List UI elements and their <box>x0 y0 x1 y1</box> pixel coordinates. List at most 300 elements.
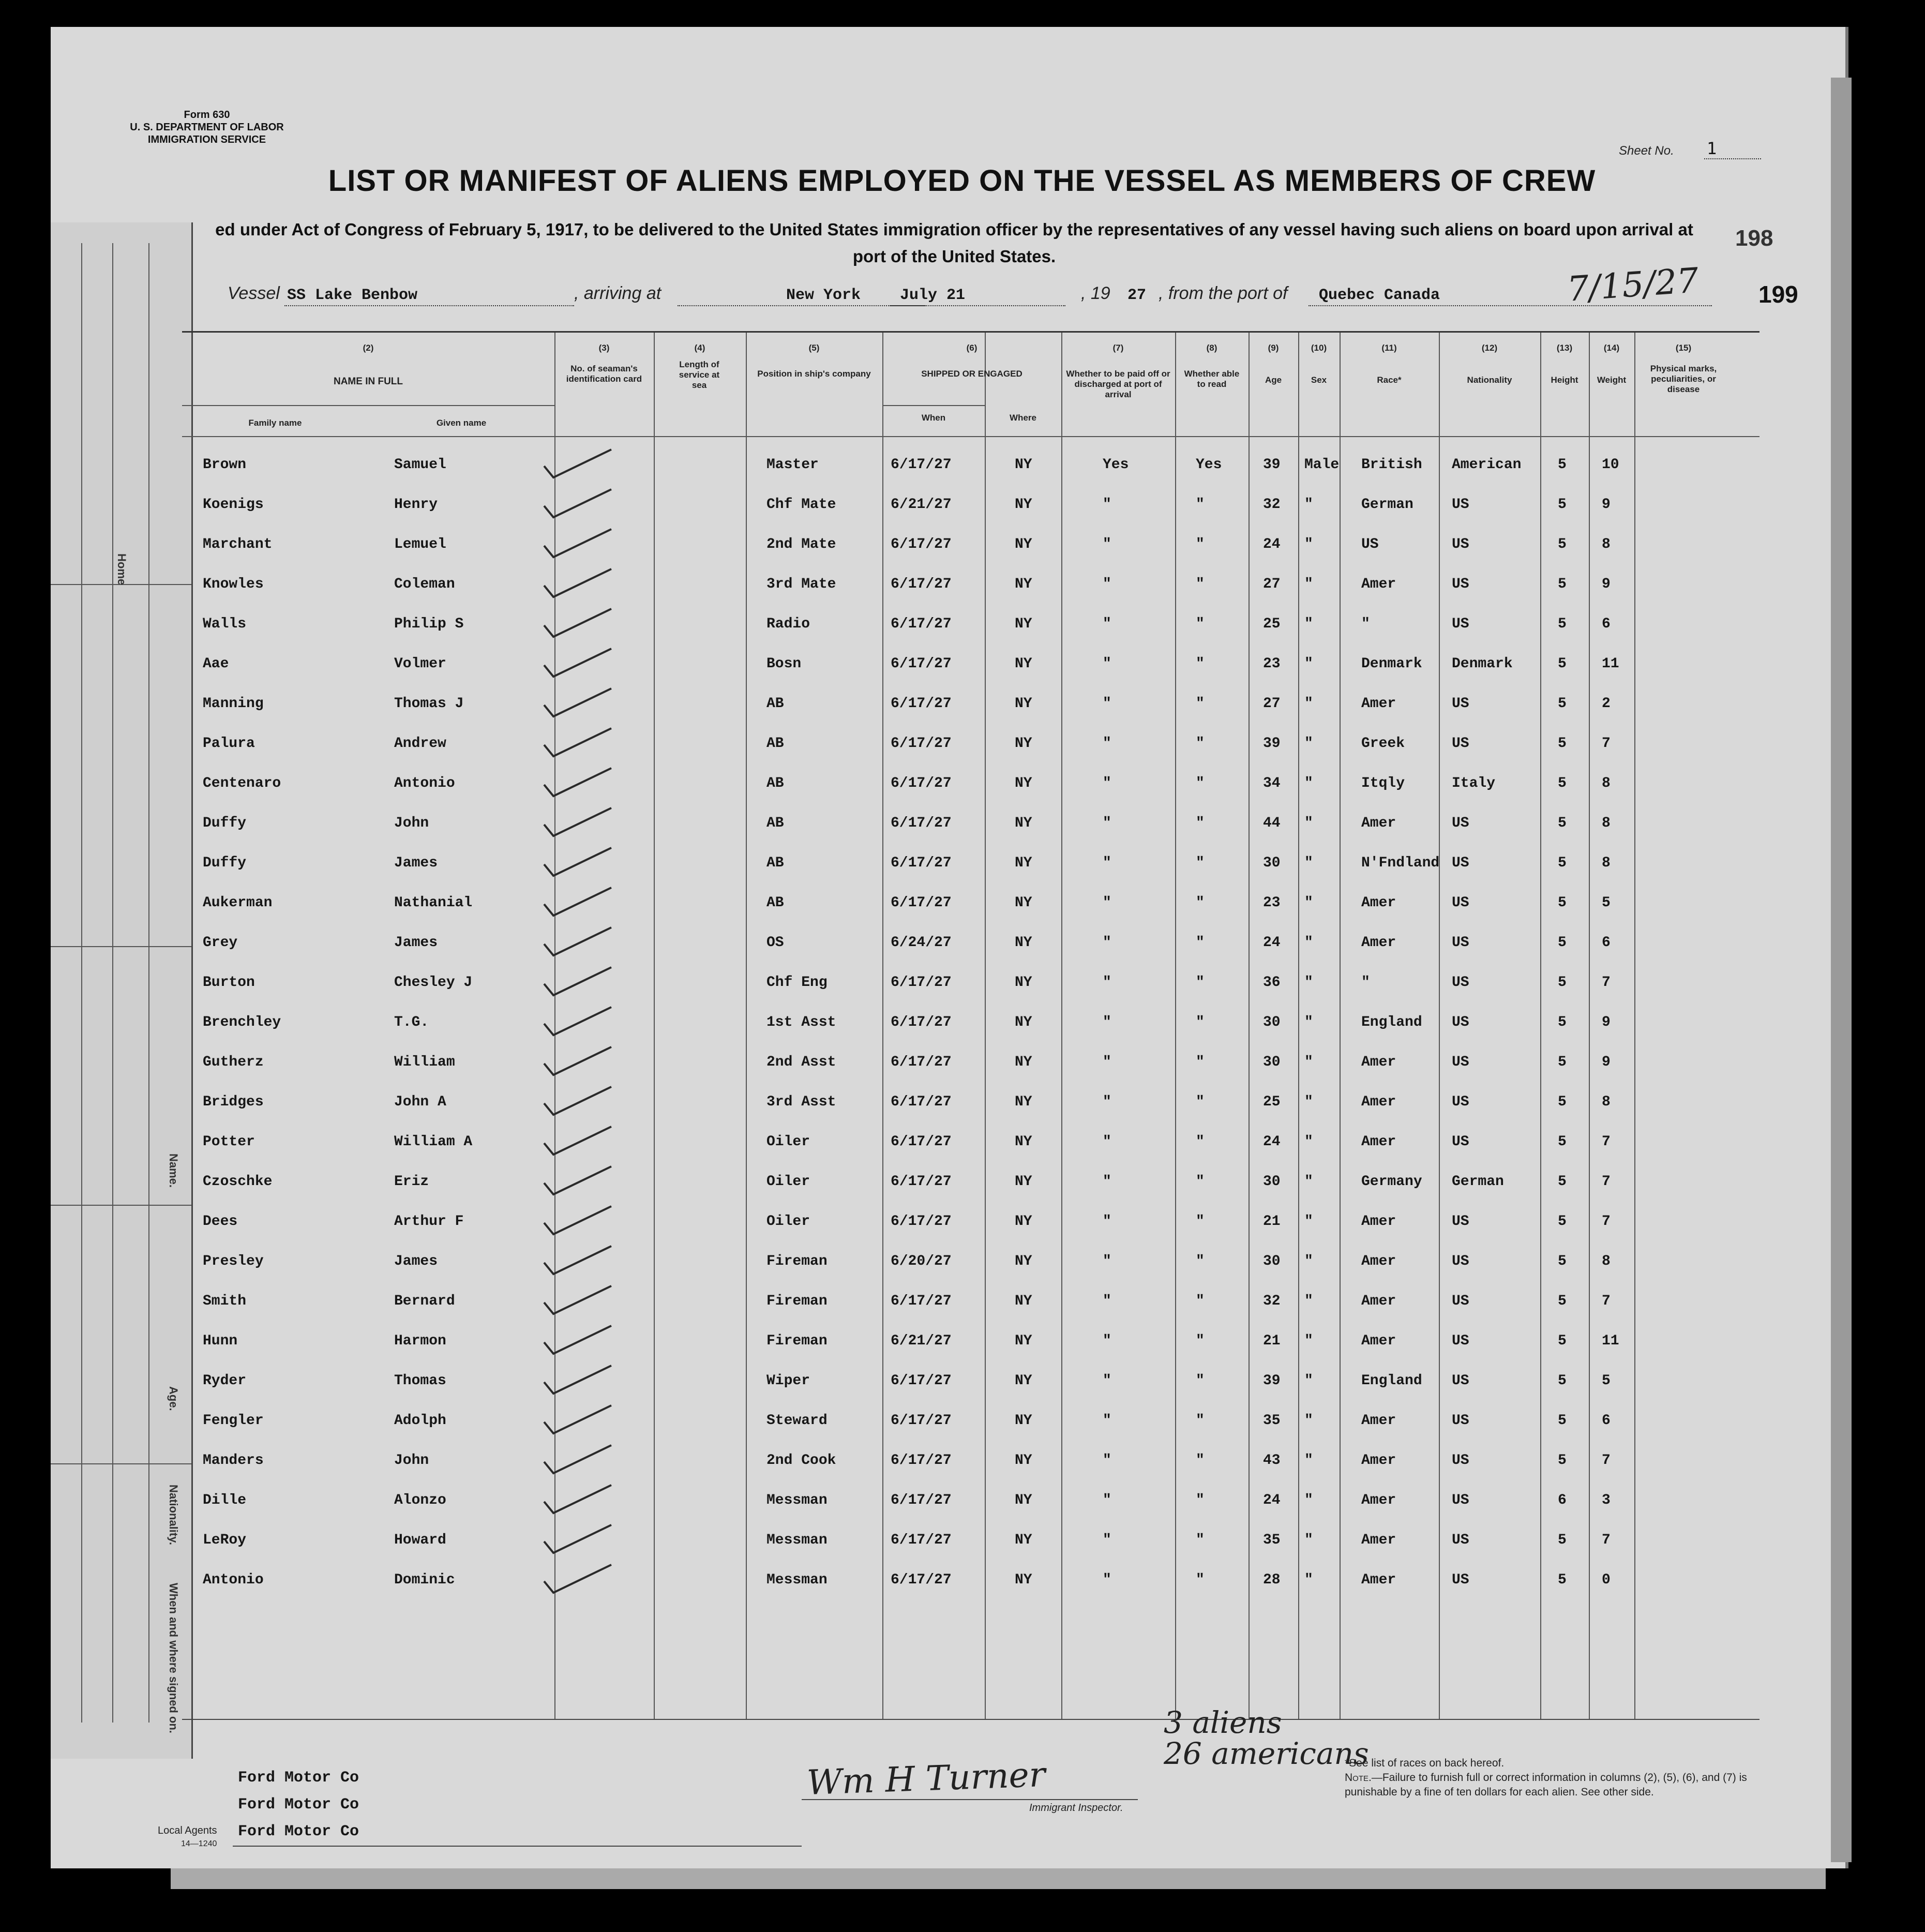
row-given-name: John A <box>394 1094 446 1110</box>
struck-page-number: 198 <box>1735 226 1773 251</box>
arrival-year: 27 <box>1127 287 1147 304</box>
row-able-to-read: " <box>1196 855 1205 871</box>
checkmark-icon <box>539 1361 616 1398</box>
col5-number: (5) <box>808 343 820 353</box>
row-shipped-date: 6/17/27 <box>891 736 952 752</box>
row-age: 21 <box>1263 1333 1281 1349</box>
sheet-label: Sheet No. <box>1619 144 1674 158</box>
row-sex: " <box>1304 1373 1313 1389</box>
row-paid-off: " <box>1103 855 1111 871</box>
row-age: 30 <box>1263 1054 1281 1070</box>
rule <box>882 333 883 1719</box>
year-prefix: , 19 <box>1081 283 1110 303</box>
row-given-name: Adolph <box>394 1413 446 1429</box>
row-family-name: Brenchley <box>203 1014 281 1030</box>
row-sex: " <box>1304 935 1313 951</box>
row-height: 6 <box>1558 1492 1567 1508</box>
row-race: US <box>1361 536 1379 552</box>
row-shipped-date: 6/21/27 <box>891 1333 952 1349</box>
row-position: Messman <box>766 1492 828 1508</box>
row-shipped-date: 6/17/27 <box>891 1532 952 1548</box>
row-shipped-date: 6/17/27 <box>891 656 952 672</box>
row-shipped-date: 6/17/27 <box>891 576 952 592</box>
row-family-name: Koenigs <box>203 497 264 513</box>
row-height: 5 <box>1558 815 1567 831</box>
row-weight: 8 <box>1602 855 1611 871</box>
name-header: NAME IN FULL <box>333 376 403 387</box>
checkmark-icon <box>539 565 616 601</box>
agents-label: Local Agents <box>158 1825 217 1836</box>
row-height: 5 <box>1558 536 1567 552</box>
row-family-name: Hunn <box>203 1333 238 1349</box>
row-race: Amer <box>1361 1134 1396 1150</box>
row-height: 5 <box>1558 1054 1567 1070</box>
row-shipped-place: NY <box>1015 616 1032 632</box>
row-shipped-date: 6/17/27 <box>891 975 952 991</box>
form-identifier <box>124 109 290 146</box>
row-shipped-date: 6/17/27 <box>891 855 952 871</box>
row-shipped-place: NY <box>1015 1054 1032 1070</box>
when-header: When <box>921 413 946 423</box>
row-paid-off: " <box>1103 775 1111 791</box>
row-nationality: German <box>1452 1174 1504 1190</box>
row-sex: " <box>1304 1134 1313 1150</box>
row-height: 5 <box>1558 1452 1567 1469</box>
row-weight: 8 <box>1602 1253 1611 1269</box>
row-able-to-read: " <box>1196 975 1205 991</box>
row-race: Amer <box>1361 815 1396 831</box>
row-weight: 5 <box>1602 1373 1611 1389</box>
row-given-name: Alonzo <box>394 1492 446 1508</box>
row-family-name: LeRoy <box>203 1532 247 1548</box>
row-shipped-place: NY <box>1015 1174 1032 1190</box>
row-weight: 7 <box>1602 1452 1611 1469</box>
row-position: AB <box>766 895 784 911</box>
row-paid-off: " <box>1103 1094 1111 1110</box>
row-height: 5 <box>1558 616 1567 632</box>
row-height: 5 <box>1558 1094 1567 1110</box>
row-weight: 8 <box>1602 815 1611 831</box>
row-paid-off: " <box>1103 1174 1111 1190</box>
row-shipped-place: NY <box>1015 536 1032 552</box>
row-position: Fireman <box>766 1253 828 1269</box>
row-weight: 11 <box>1602 1333 1619 1349</box>
row-race: " <box>1361 616 1370 632</box>
row-shipped-place: NY <box>1015 457 1032 473</box>
checkmark-icon <box>539 1322 616 1358</box>
row-nationality: American <box>1452 457 1522 473</box>
row-age: 36 <box>1263 975 1281 991</box>
rule <box>985 333 986 1719</box>
checkmark-icon <box>539 764 616 800</box>
row-age: 32 <box>1263 1293 1281 1309</box>
checkmark-icon <box>539 645 616 681</box>
row-age: 23 <box>1263 895 1281 911</box>
row-nationality: US <box>1452 1253 1469 1269</box>
row-nationality: US <box>1452 1413 1469 1429</box>
checkmark-icon <box>539 525 616 561</box>
row-paid-off: " <box>1103 497 1111 513</box>
page-edge <box>1831 78 1852 1862</box>
row-given-name: Dominic <box>394 1572 455 1588</box>
row-age: 23 <box>1263 656 1281 672</box>
row-paid-off: " <box>1103 1373 1111 1389</box>
row-age: 21 <box>1263 1214 1281 1230</box>
row-shipped-date: 6/17/27 <box>891 1174 952 1190</box>
row-nationality: US <box>1452 1532 1469 1548</box>
row-shipped-date: 6/17/27 <box>891 1373 952 1389</box>
arriving-label: , arriving at <box>574 283 661 303</box>
checkmark-icon <box>539 1401 616 1437</box>
row-able-to-read: " <box>1196 935 1205 951</box>
row-shipped-place: NY <box>1015 1373 1032 1389</box>
row-shipped-date: 6/17/27 <box>891 1413 952 1429</box>
col9-number: (9) <box>1268 343 1279 353</box>
row-given-name: Nathanial <box>394 895 473 911</box>
row-position: AB <box>766 855 784 871</box>
row-sex: " <box>1304 576 1313 592</box>
checkmark-icon <box>539 963 616 999</box>
service-header: Length of service at sea <box>679 360 720 390</box>
row-given-name: Andrew <box>394 736 446 752</box>
row-race: British <box>1361 457 1422 473</box>
row-paid-off: Yes <box>1103 457 1129 473</box>
row-paid-off: " <box>1103 895 1111 911</box>
footnote <box>1345 1756 1784 1800</box>
vessel-name: SS Lake Benbow <box>287 287 418 304</box>
row-position: Fireman <box>766 1293 828 1309</box>
subtitle-line-2: port of the United States. <box>852 247 1056 266</box>
signature-line <box>802 1799 1138 1800</box>
crew-table <box>182 331 1759 1720</box>
flap-nationality: Nationality. <box>167 1485 180 1545</box>
rule <box>1439 333 1440 1719</box>
row-shipped-place: NY <box>1015 656 1032 672</box>
row-given-name: Thomas J <box>394 696 464 712</box>
flap-name: Name. <box>167 1154 180 1188</box>
row-nationality: US <box>1452 1452 1469 1469</box>
row-able-to-read: " <box>1196 1572 1205 1588</box>
row-weight: 6 <box>1602 616 1611 632</box>
row-paid-off: " <box>1103 576 1111 592</box>
col10-number: (10) <box>1311 343 1327 353</box>
col13-number: (13) <box>1556 343 1573 353</box>
checkmark-icon <box>539 1481 616 1517</box>
row-weight: 6 <box>1602 935 1611 951</box>
row-nationality: US <box>1452 1572 1469 1588</box>
row-family-name: Duffy <box>203 855 247 871</box>
races-note: *See list of races on back hereof. <box>1345 1757 1505 1769</box>
voyage-line <box>228 260 1758 314</box>
row-height: 5 <box>1558 1134 1567 1150</box>
row-family-name: Fengler <box>203 1413 264 1429</box>
row-shipped-place: NY <box>1015 1333 1032 1349</box>
row-paid-off: " <box>1103 1253 1111 1269</box>
row-position: Oiler <box>766 1214 810 1230</box>
row-sex: " <box>1304 775 1313 791</box>
row-sex: " <box>1304 895 1313 911</box>
document-title: LIST OR MANIFEST OF ALIENS EMPLOYED ON THE VESSEL AS MEMBERS OF CREW <box>328 164 1596 198</box>
departure-port: Quebec Canada <box>1319 287 1440 304</box>
row-shipped-place: NY <box>1015 895 1032 911</box>
row-sex: " <box>1304 1094 1313 1110</box>
row-able-to-read: " <box>1196 1333 1205 1349</box>
row-given-name: James <box>394 1253 438 1269</box>
row-height: 5 <box>1558 975 1567 991</box>
row-position: Bosn <box>766 656 802 672</box>
row-family-name: Antonio <box>203 1572 264 1588</box>
row-race: Amer <box>1361 1333 1396 1349</box>
row-race: Amer <box>1361 1293 1396 1309</box>
row-weight: 8 <box>1602 536 1611 552</box>
col3-number: (3) <box>598 343 610 353</box>
row-sex: " <box>1304 1174 1313 1190</box>
row-family-name: Centenaro <box>203 775 281 791</box>
row-race: England <box>1361 1014 1422 1030</box>
row-shipped-place: NY <box>1015 1253 1032 1269</box>
row-sex: " <box>1304 1572 1313 1588</box>
row-family-name: Manning <box>203 696 264 712</box>
row-position: 2nd Cook <box>766 1452 836 1469</box>
row-shipped-date: 6/17/27 <box>891 536 952 552</box>
row-shipped-place: NY <box>1015 1293 1032 1309</box>
row-race: Amer <box>1361 1572 1396 1588</box>
given-header: Given name <box>436 418 487 428</box>
rule <box>182 436 1759 437</box>
row-weight: 10 <box>1602 457 1619 473</box>
row-family-name: Gutherz <box>203 1054 264 1070</box>
row-shipped-place: NY <box>1015 1134 1032 1150</box>
row-able-to-read: " <box>1196 1373 1205 1389</box>
row-nationality: US <box>1452 975 1469 991</box>
row-nationality: US <box>1452 497 1469 513</box>
row-age: 32 <box>1263 497 1281 513</box>
row-age: 24 <box>1263 536 1281 552</box>
row-shipped-date: 6/17/27 <box>891 1293 952 1309</box>
row-shipped-place: NY <box>1015 1532 1032 1548</box>
note-text: —Failure to furnish full or correct information in columns (2), (5), (6), and (7) is punishable by a fine of ten dollars for each alien. See other side. <box>1345 1772 1747 1798</box>
race-header: Race* <box>1377 375 1402 385</box>
row-given-name: Harmon <box>394 1333 446 1349</box>
row-race: Amer <box>1361 1492 1396 1508</box>
agents-rule <box>233 1846 802 1847</box>
row-family-name: Walls <box>203 616 247 632</box>
row-paid-off: " <box>1103 1532 1111 1548</box>
row-shipped-date: 6/17/27 <box>891 1094 952 1110</box>
side-flap <box>51 222 193 1759</box>
row-sex: " <box>1304 616 1313 632</box>
col4-number: (4) <box>694 343 705 353</box>
row-height: 5 <box>1558 497 1567 513</box>
row-age: 30 <box>1263 1014 1281 1030</box>
row-sex: " <box>1304 855 1313 871</box>
row-position: 2nd Asst <box>766 1054 836 1070</box>
row-position: Master <box>766 457 819 473</box>
row-shipped-date: 6/24/27 <box>891 935 952 951</box>
row-weight: 7 <box>1602 1293 1611 1309</box>
row-family-name: Dille <box>203 1492 247 1508</box>
row-sex: " <box>1304 1253 1313 1269</box>
row-shipped-date: 6/17/27 <box>891 616 952 632</box>
vessel-label: Vessel <box>228 283 280 303</box>
sex-header: Sex <box>1311 375 1327 385</box>
row-sex: " <box>1304 815 1313 831</box>
inspector-label: Immigrant Inspector. <box>1029 1802 1123 1814</box>
nationality-header: Nationality <box>1467 375 1512 385</box>
fine-note <box>1345 1771 1784 1800</box>
col7-number: (7) <box>1112 343 1124 353</box>
row-nationality: US <box>1452 935 1469 951</box>
row-able-to-read: " <box>1196 736 1205 752</box>
row-weight: 3 <box>1602 1492 1611 1508</box>
rule <box>746 333 747 1719</box>
row-given-name: Arthur F <box>394 1214 464 1230</box>
row-able-to-read: " <box>1196 895 1205 911</box>
row-position: Radio <box>766 616 810 632</box>
row-shipped-place: NY <box>1015 1452 1032 1469</box>
row-weight: 2 <box>1602 696 1611 712</box>
row-family-name: Burton <box>203 975 255 991</box>
row-family-name: Czoschke <box>203 1174 273 1190</box>
row-able-to-read: " <box>1196 1094 1205 1110</box>
col12-number: (12) <box>1481 343 1498 353</box>
checkmark-icon <box>539 1202 616 1238</box>
row-given-name: Thomas <box>394 1373 446 1389</box>
row-paid-off: " <box>1103 696 1111 712</box>
rule <box>1249 333 1250 1719</box>
row-nationality: US <box>1452 696 1469 712</box>
rule <box>882 405 985 406</box>
row-weight: 5 <box>1602 895 1611 911</box>
rule <box>654 333 655 1719</box>
row-nationality: US <box>1452 1333 1469 1349</box>
row-given-name: Eriz <box>394 1174 429 1190</box>
row-weight: 7 <box>1602 1174 1611 1190</box>
row-race: Amer <box>1361 1214 1396 1230</box>
shipped-header: SHIPPED OR ENGAGED <box>921 369 1022 379</box>
row-nationality: US <box>1452 536 1469 552</box>
americans-total: 26 americans <box>1164 1736 1369 1771</box>
row-able-to-read: " <box>1196 536 1205 552</box>
row-age: 34 <box>1263 775 1281 791</box>
col8-number: (8) <box>1206 343 1217 353</box>
col2-number: (2) <box>363 343 374 353</box>
flap-signed: When and where signed on. <box>167 1583 180 1733</box>
row-able-to-read: " <box>1196 775 1205 791</box>
row-age: 27 <box>1263 696 1281 712</box>
row-shipped-place: NY <box>1015 497 1032 513</box>
form-number: Form 630 <box>184 109 230 121</box>
row-nationality: Denmark <box>1452 656 1513 672</box>
row-height: 5 <box>1558 1293 1567 1309</box>
row-age: 24 <box>1263 1134 1281 1150</box>
row-height: 5 <box>1558 1253 1567 1269</box>
row-position: Oiler <box>766 1174 810 1190</box>
row-paid-off: " <box>1103 1054 1111 1070</box>
row-height: 5 <box>1558 855 1567 871</box>
row-able-to-read: " <box>1196 497 1205 513</box>
checkmark-icon <box>539 1441 616 1477</box>
row-height: 5 <box>1558 895 1567 911</box>
row-height: 5 <box>1558 1333 1567 1349</box>
row-sex: " <box>1304 536 1313 552</box>
row-nationality: US <box>1452 1293 1469 1309</box>
row-weight: 9 <box>1602 1054 1611 1070</box>
row-given-name: James <box>394 855 438 871</box>
row-given-name: Coleman <box>394 576 455 592</box>
row-age: 44 <box>1263 815 1281 831</box>
row-weight: 9 <box>1602 1014 1611 1030</box>
agent-line-1: Ford Motor Co <box>238 1769 359 1787</box>
row-family-name: Grey <box>203 935 238 951</box>
family-header: Family name <box>248 418 302 428</box>
row-nationality: US <box>1452 576 1469 592</box>
row-age: 28 <box>1263 1572 1281 1588</box>
row-able-to-read: " <box>1196 696 1205 712</box>
row-sex: " <box>1304 1413 1313 1429</box>
row-shipped-date: 6/17/27 <box>891 775 952 791</box>
departure-line <box>1309 305 1712 306</box>
row-position: 2nd Mate <box>766 536 836 552</box>
checkmark-icon <box>539 804 616 840</box>
row-sex: " <box>1304 696 1313 712</box>
row-given-name: Samuel <box>394 457 446 473</box>
row-position: Chf Eng <box>766 975 828 991</box>
row-age: 24 <box>1263 1492 1281 1508</box>
row-shipped-date: 6/17/27 <box>891 1572 952 1588</box>
row-paid-off: " <box>1103 1492 1111 1508</box>
row-position: Chf Mate <box>766 497 836 513</box>
checkmark-icon <box>539 684 616 721</box>
row-age: 35 <box>1263 1532 1281 1548</box>
row-race: Denmark <box>1361 656 1422 672</box>
aliens-total: 3 aliens <box>1164 1705 1282 1740</box>
totals <box>1164 1707 1369 1769</box>
row-shipped-place: NY <box>1015 935 1032 951</box>
read-header: Whether able to read <box>1184 369 1240 389</box>
paid-off-header: Whether to be paid off or discharged at port of arrival <box>1066 369 1170 399</box>
row-shipped-date: 6/17/27 <box>891 1014 952 1030</box>
row-given-name: Chesley J <box>394 975 473 991</box>
col6-number: (6) <box>966 343 977 353</box>
row-given-name: William <box>394 1054 455 1070</box>
row-weight: 7 <box>1602 1532 1611 1548</box>
row-family-name: Bridges <box>203 1094 264 1110</box>
row-age: 39 <box>1263 457 1281 473</box>
row-age: 30 <box>1263 1253 1281 1269</box>
row-race: Amer <box>1361 1094 1396 1110</box>
row-able-to-read: " <box>1196 616 1205 632</box>
row-able-to-read: " <box>1196 1174 1205 1190</box>
row-shipped-place: NY <box>1015 1572 1032 1588</box>
row-shipped-place: NY <box>1015 975 1032 991</box>
row-able-to-read: " <box>1196 576 1205 592</box>
row-age: 27 <box>1263 576 1281 592</box>
row-given-name: Howard <box>394 1532 446 1548</box>
row-shipped-date: 6/21/27 <box>891 497 952 513</box>
row-weight: 11 <box>1602 656 1619 672</box>
row-given-name: Lemuel <box>394 536 446 552</box>
row-paid-off: " <box>1103 1134 1111 1150</box>
row-race: " <box>1361 975 1370 991</box>
row-family-name: Dees <box>203 1214 238 1230</box>
row-height: 5 <box>1558 775 1567 791</box>
row-shipped-place: NY <box>1015 1014 1032 1030</box>
row-sex: " <box>1304 736 1313 752</box>
row-age: 43 <box>1263 1452 1281 1469</box>
row-position: 3rd Mate <box>766 576 836 592</box>
row-able-to-read: " <box>1196 1054 1205 1070</box>
